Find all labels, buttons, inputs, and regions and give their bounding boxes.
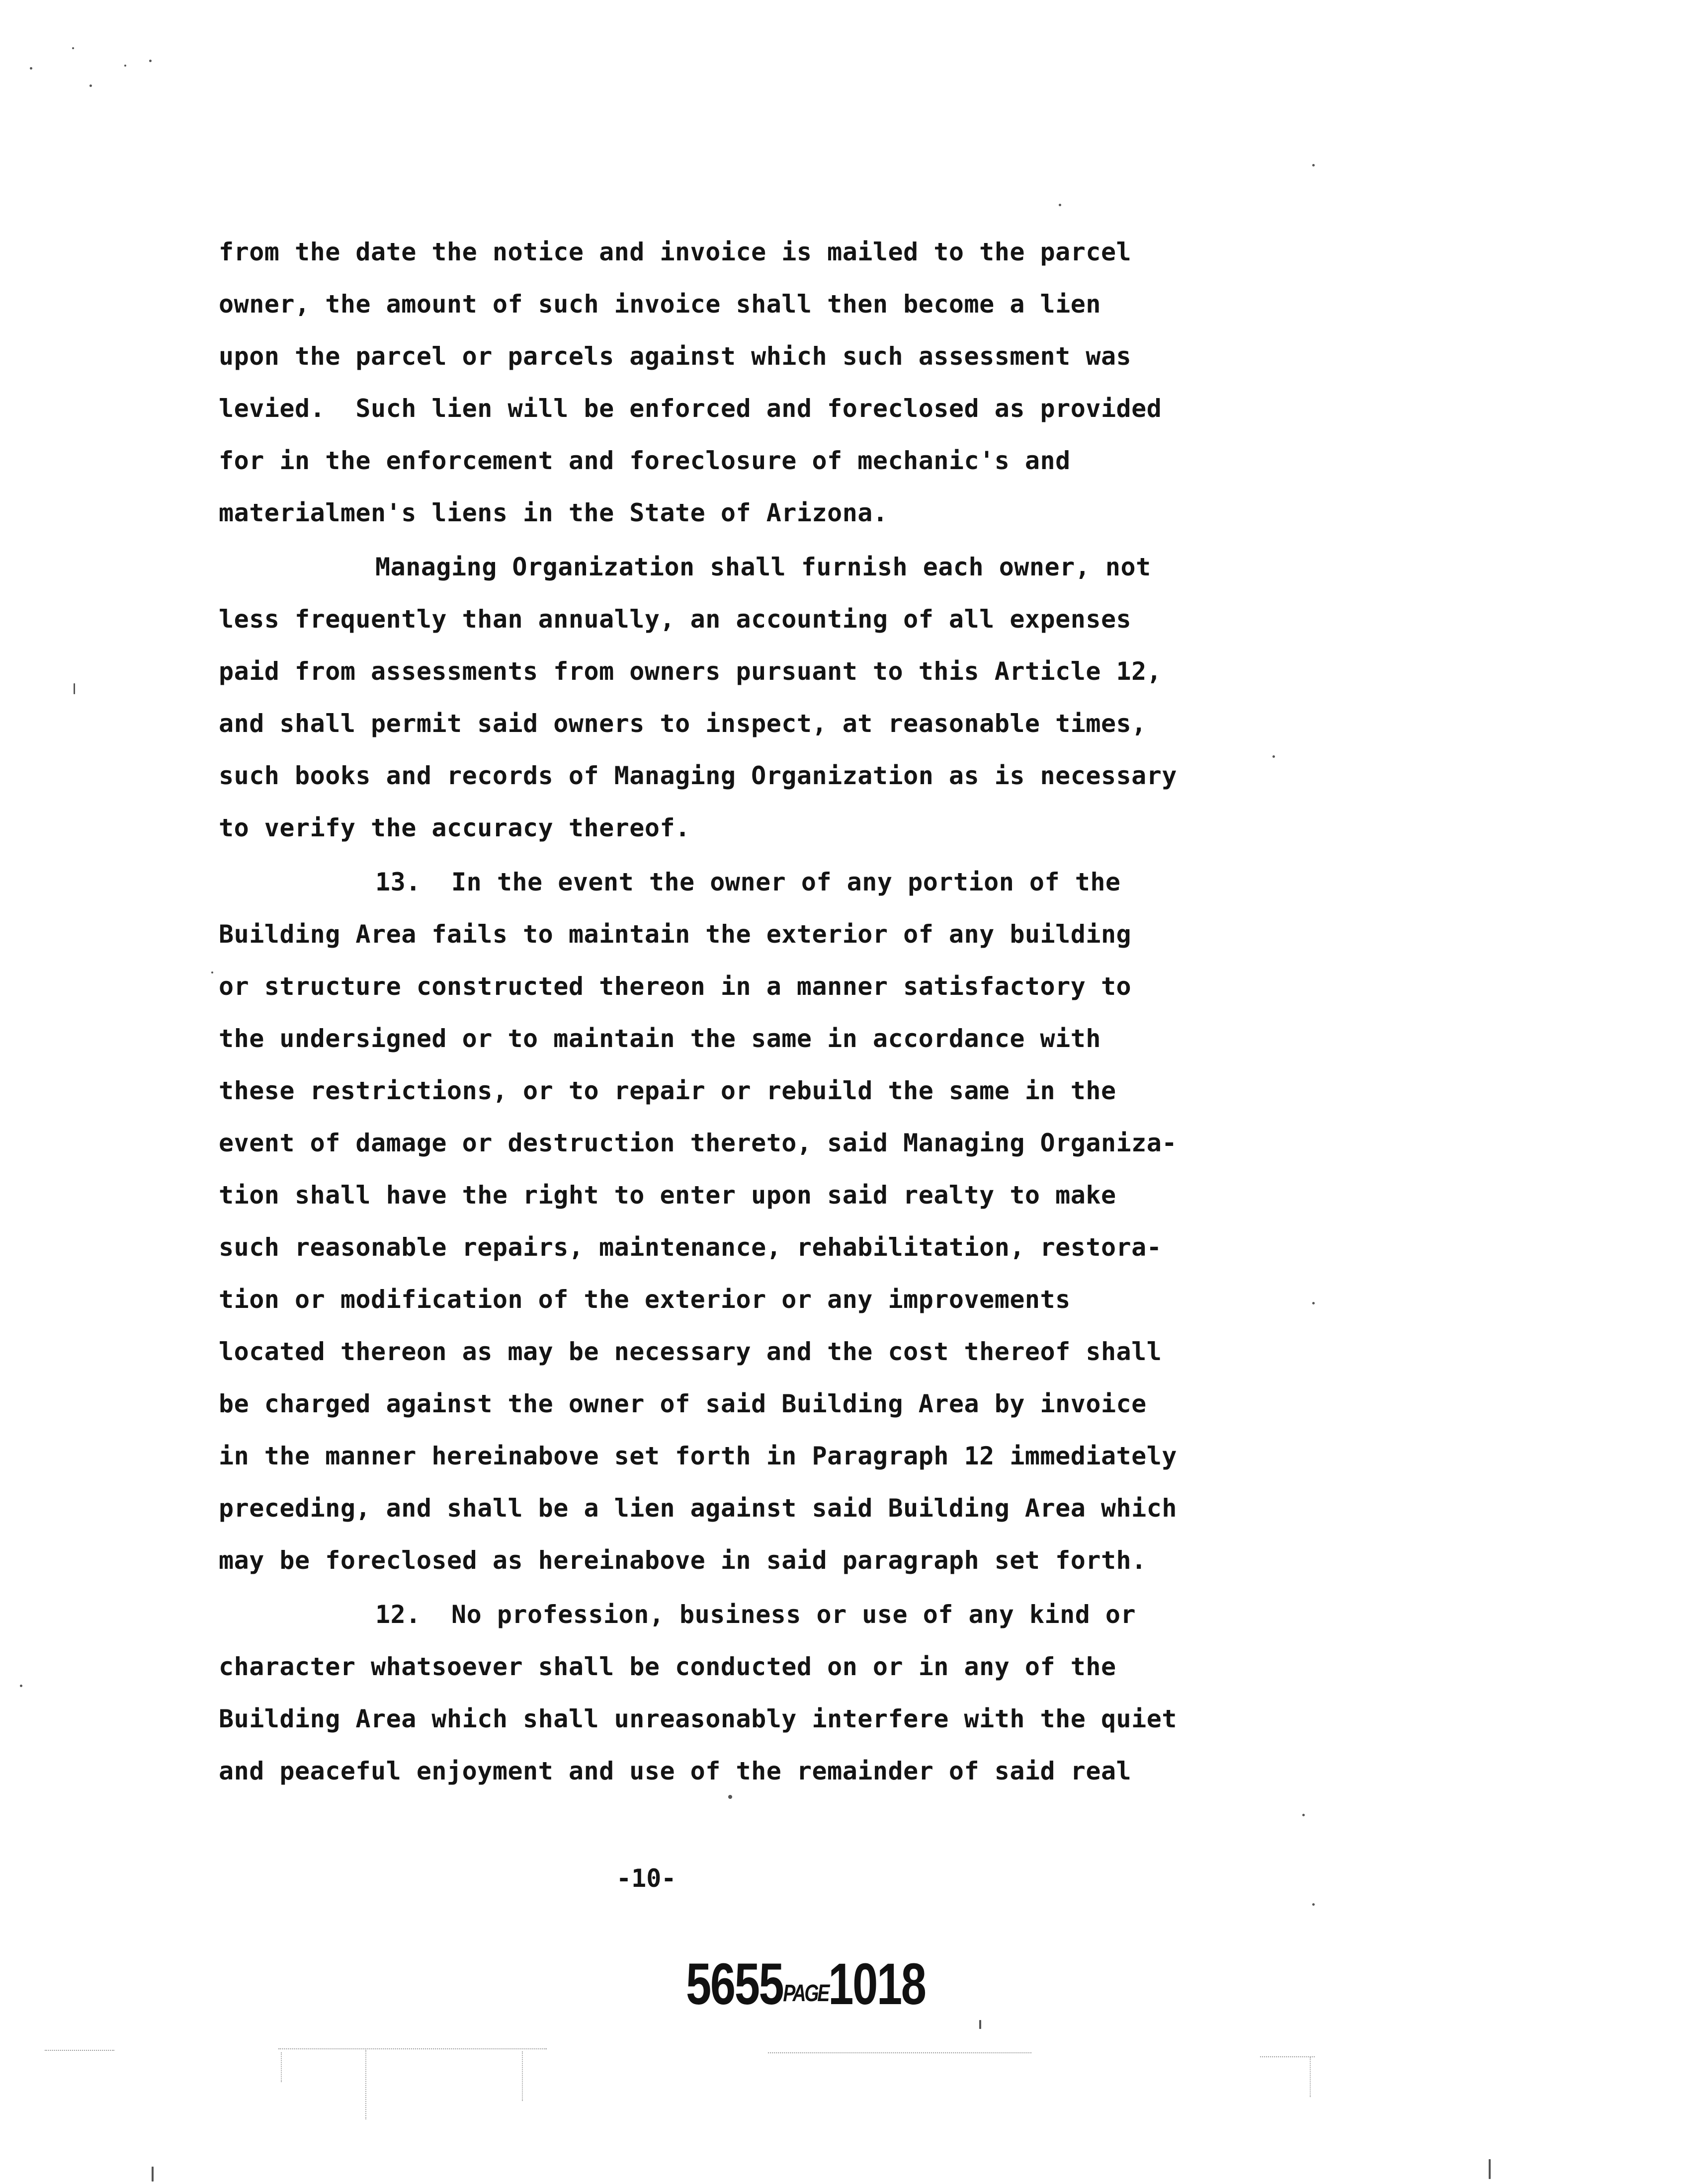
scan-line (45, 2050, 114, 2051)
text-line: materialmen's liens in the State of Arizona. (219, 498, 888, 527)
text-line: be charged against the owner of said Building Area by invoice (219, 1389, 1147, 1418)
scan-line (1260, 2056, 1315, 2057)
scan-speck (1489, 2159, 1491, 2179)
stamp-page-number: 1018 (828, 1951, 926, 2017)
scan-speck (89, 84, 92, 87)
scan-speck (728, 1795, 732, 1799)
text-line: and peaceful enjoyment and use of the remainder of said real (219, 1757, 1132, 1785)
text-line: and shall permit said owners to inspect, at reasonable times, (219, 709, 1147, 738)
text-line: tion or modification of the exterior or any improvements (219, 1285, 1071, 1314)
scan-speck (979, 2020, 981, 2029)
scan-speck (72, 47, 74, 49)
text-line: tion shall have the right to enter upon said realty to make (219, 1181, 1116, 1210)
scan-speck (74, 683, 75, 694)
scan-line (768, 2052, 1031, 2053)
stamp-page-label: PAGE (783, 1980, 829, 2007)
text-line: event of damage or destruction thereto, said Managing Organiza- (219, 1129, 1177, 1157)
text-line: owner, the amount of such invoice shall then become a lien (219, 290, 1101, 319)
scan-speck (152, 2167, 154, 2182)
recording-stamp (686, 1950, 926, 2020)
text-line: preceding, and shall be a lien against said Building Area which (219, 1494, 1177, 1523)
paragraph-12-use-restriction (219, 1589, 1233, 1797)
text-line: in the manner hereinabove set forth in Paragraph 12 immediately (219, 1442, 1177, 1470)
text-line: these restrictions, or to repair or rebuild the same in the (219, 1076, 1116, 1105)
scan-tick (1310, 2057, 1311, 2097)
text-line: Building Area which shall unreasonably interfere with the quiet (219, 1704, 1177, 1733)
text-line: character whatsoever shall be conducted on or in any of the (219, 1652, 1116, 1681)
scan-speck (1059, 204, 1061, 206)
paragraph-accounting (219, 541, 1233, 854)
paragraph-13-maintenance (219, 856, 1233, 1587)
scan-speck (30, 67, 32, 70)
page-number: -10- (616, 1864, 676, 1893)
document-body (219, 226, 1233, 1797)
paragraph-lien-enforcement (219, 226, 1233, 539)
text-line: for in the enforcement and foreclosure of mechanic's and (219, 446, 1071, 475)
text-line: Managing Organization shall furnish each owner, not (375, 553, 1151, 581)
scan-speck (1312, 1302, 1315, 1304)
scan-speck (1272, 755, 1275, 758)
text-line: Building Area fails to maintain the exterior of any building (219, 920, 1132, 949)
scan-line (278, 2048, 547, 2049)
text-line: less frequently than annually, an accounting of all expenses (219, 605, 1132, 634)
scan-speck (1302, 1814, 1305, 1816)
text-line: 12. No profession, business or use of any kind or (375, 1600, 1136, 1629)
text-line: such books and records of Managing Organization as is necessary (219, 761, 1177, 790)
text-line: the undersigned or to maintain the same in accordance with (219, 1024, 1101, 1053)
text-line: upon the parcel or parcels against which such assessment was (219, 342, 1132, 371)
text-line: such reasonable repairs, maintenance, rehabilitation, restora- (219, 1233, 1162, 1262)
scan-tick (281, 2052, 282, 2082)
scan-speck (20, 1685, 22, 1687)
scan-speck (1312, 164, 1315, 166)
stamp-book-number: 5655 (686, 1951, 783, 2017)
text-line: located thereon as may be necessary and the cost thereof shall (219, 1337, 1162, 1366)
scan-tick (365, 2050, 366, 2119)
scan-tick (522, 2051, 523, 2101)
scan-speck (211, 971, 213, 973)
scan-speck (124, 65, 126, 67)
text-line: paid from assessments from owners pursuant to this Article 12, (219, 657, 1162, 686)
text-line: from the date the notice and invoice is mailed to the parcel (219, 238, 1132, 266)
text-line: may be foreclosed as hereinabove in said paragraph set forth. (219, 1546, 1147, 1575)
scan-speck (1312, 1903, 1315, 1906)
text-line: or structure constructed thereon in a manner satisfactory to (219, 972, 1132, 1001)
scan-speck (149, 60, 152, 62)
text-line: levied. Such lien will be enforced and foreclosed as provided (219, 394, 1162, 423)
text-line: 13. In the event the owner of any portion of the (375, 868, 1121, 896)
text-line: to verify the accuracy thereof. (219, 813, 690, 842)
